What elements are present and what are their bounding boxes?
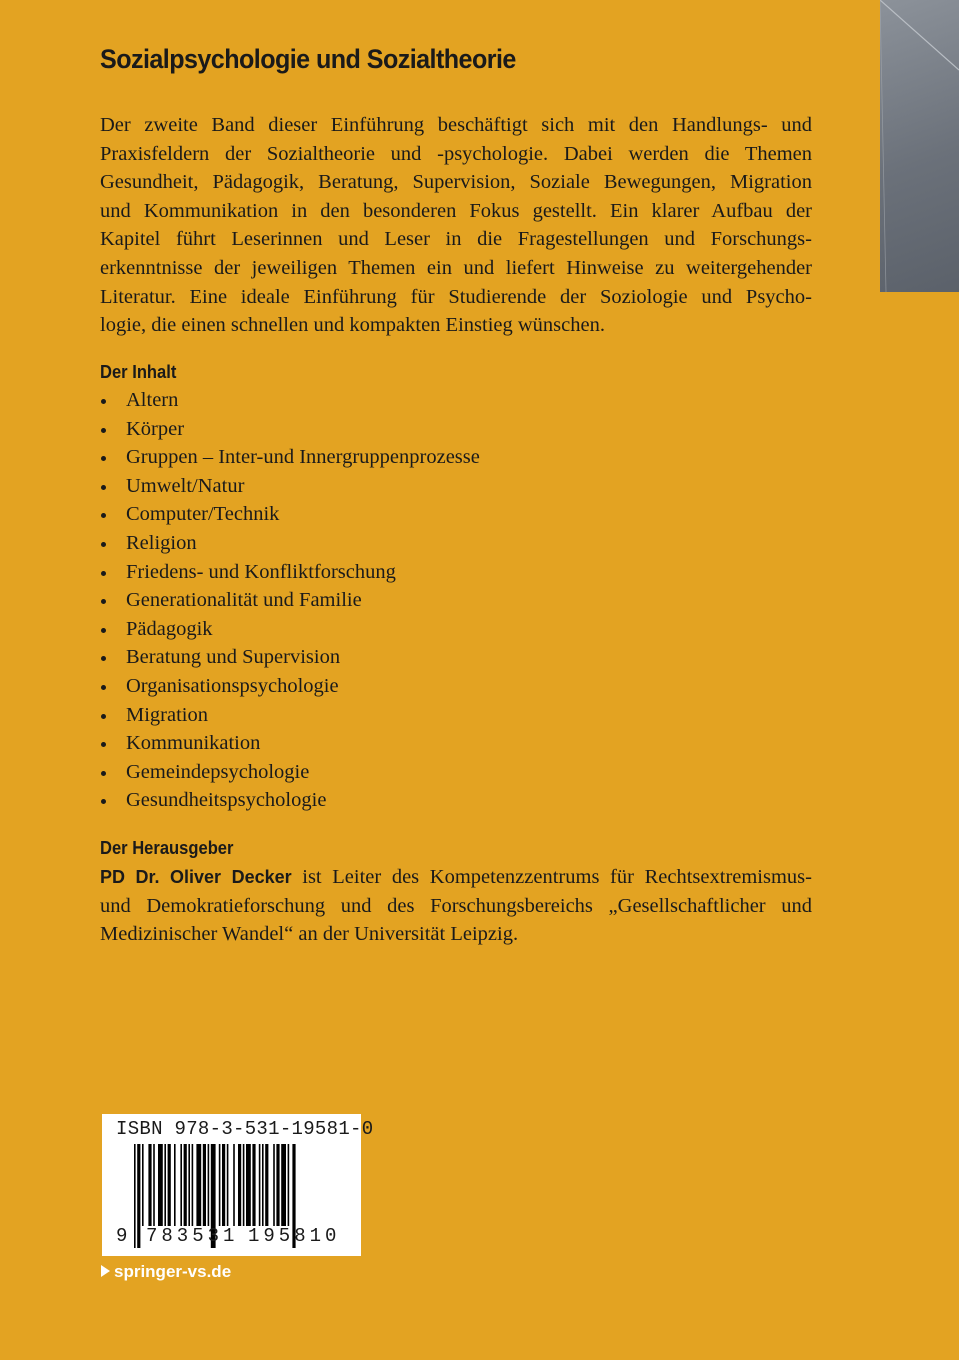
- description-line: Literatur. Eine ideale Einführung für Studierende der Soziologie und Psycho-: [100, 285, 812, 308]
- bio-line: Medizinischer Wandel“ an der Universität Leipzig.: [100, 923, 519, 946]
- corner-decoration: [880, 0, 959, 292]
- description-line: und Kommunikation in den besonderen Fokus gestellt. Ein klarer Aufbau der: [100, 199, 812, 222]
- description-line: Gesundheit, Pädagogik, Beratung, Supervision, Soziale Bewegungen, Migration: [100, 171, 812, 194]
- barcode-digit-first: 9: [116, 1225, 128, 1247]
- description: [100, 111, 812, 340]
- editor-bio: [100, 863, 812, 949]
- list-item: Kommunikation: [100, 729, 480, 758]
- description-line: Praxisfeldern der Sozialtheorie und -psychologie. Dabei werden die Themen: [100, 142, 812, 165]
- description-line: Der zweite Band dieser Einführung beschäftigt sich mit den Handlungs- und: [100, 114, 812, 136]
- barcode-digits-left: 783531: [146, 1225, 239, 1247]
- publisher-url: springer-vs.de: [114, 1262, 232, 1281]
- editor-heading: Der Herausgeber: [100, 838, 234, 858]
- list-item: Altern: [100, 386, 480, 415]
- list-item: Gruppen – Inter-und Innergruppenprozesse: [100, 443, 480, 472]
- editor-name: PD Dr. Oliver Decker: [100, 867, 292, 887]
- list-item: Umwelt/Natur: [100, 472, 480, 501]
- description-line: Kapitel führt Leserinnen und Leser in die Fragestellungen und Forschungs-: [100, 228, 812, 251]
- contents-heading: Der Inhalt: [100, 362, 177, 382]
- list-item: Organisationspsychologie: [100, 672, 480, 701]
- isbn-label: ISBN 978-3-531-19581-0: [116, 1118, 374, 1140]
- book-title: Sozialpsychologie und Sozialtheorie: [100, 44, 516, 74]
- list-item: Gemeindepsychologie: [100, 758, 480, 787]
- bio-line: [100, 863, 812, 892]
- list-item: Gesundheitspsychologie: [100, 786, 480, 815]
- arrow-right-icon: [101, 1265, 110, 1277]
- description-line: erkenntnisse der jeweiligen Themen ein und liefert Hinweise zu weitergehender: [100, 256, 812, 279]
- list-item: Körper: [100, 415, 480, 444]
- list-item: Computer/Technik: [100, 500, 480, 529]
- bio-line: und Demokratieforschung und des Forschungsbereichs „Gesellschaftlicher und: [100, 894, 812, 917]
- bio-text: ist Leiter des Kompetenzzentrums für Rechtsextremismus-: [291, 866, 812, 888]
- list-item: Beratung und Supervision: [100, 643, 480, 672]
- publisher-link[interactable]: [101, 1262, 231, 1282]
- list-item: Religion: [100, 529, 480, 558]
- isbn-barcode: [102, 1114, 374, 1256]
- list-item: Pädagogik: [100, 615, 480, 644]
- contents-list: [100, 386, 480, 815]
- list-item: Migration: [100, 701, 480, 730]
- description-line: logie, die einen schnellen und kompakten Einstieg wünschen.: [100, 314, 605, 337]
- list-item: Generationalität und Familie: [100, 586, 480, 615]
- barcode-digits-right: 195810: [248, 1225, 341, 1247]
- list-item: Friedens- und Konfliktforschung: [100, 558, 480, 587]
